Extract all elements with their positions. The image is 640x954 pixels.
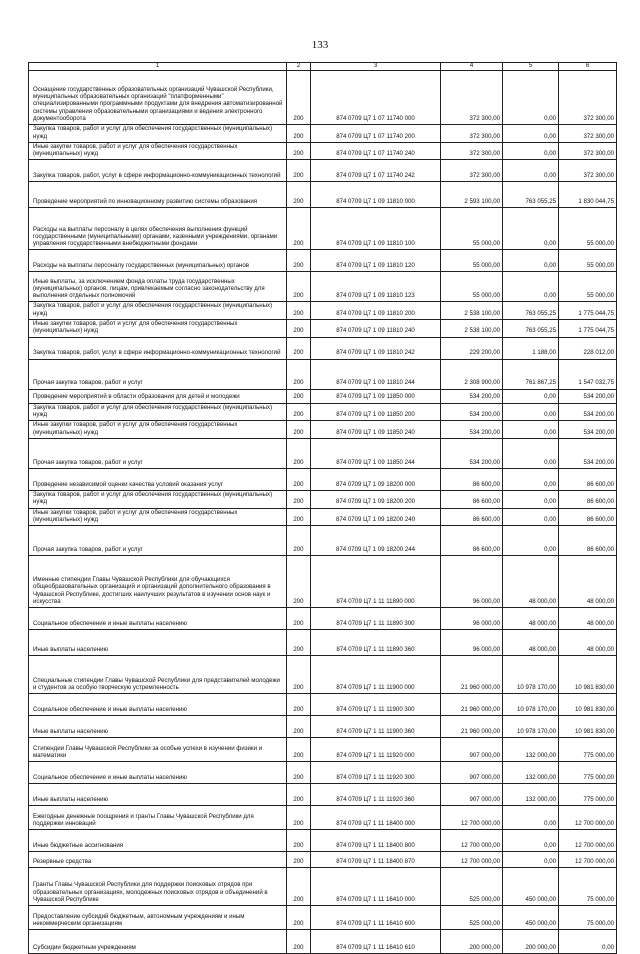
row-classification-cell: 874 0709 Ц7 1 09 18200 244 (311, 526, 441, 556)
row-amount-cell: 86 600,00 (441, 490, 503, 508)
table-row (29, 526, 617, 556)
row-remaining-cell: 48 000,00 (559, 556, 617, 608)
row-amount-cell: 86 600,00 (441, 508, 503, 526)
table-row (29, 403, 617, 421)
row-remaining-cell: 534 200,00 (559, 421, 617, 439)
row-code-cell: 200 (287, 337, 311, 359)
row-code-cell: 200 (287, 250, 311, 272)
row-remaining-cell: 534 200,00 (559, 403, 617, 421)
row-executed-cell: 763 055,25 (503, 182, 559, 208)
row-name-cell: Иные бюджетные ассигнования (29, 830, 287, 852)
row-name-cell: Резервные средства (29, 852, 287, 868)
row-name-cell: Иные закупки товаров, работ и услуг для обеспечения государственных (муниципальных) нужд (29, 421, 287, 439)
row-amount-cell: 534 200,00 (441, 438, 503, 468)
row-code-cell: 200 (287, 421, 311, 439)
row-executed-cell: 763 055,25 (503, 302, 559, 320)
row-code-cell: 200 (287, 806, 311, 830)
row-name-cell: Именные стипендии Главы Чувашской Республики для обучающихся общеобразовательных организаций и организаций дополнительного образования в Чувашской Республике, достигших наилучших результатов в изучении основ наук и искусства (29, 556, 287, 608)
row-classification-cell: 874 0709 Ц7 1 11 18400 870 (311, 852, 441, 868)
row-executed-cell: 48 000,00 (503, 608, 559, 630)
row-name-cell: Ежегодные денежные поощрения и гранты Главы Чувашской Республики для поддержки инноваций (29, 806, 287, 830)
row-amount-cell: 200 000,00 (441, 930, 503, 954)
row-executed-cell: 0,00 (503, 142, 559, 160)
row-name-cell: Прочая закупка товаров, работ и услуг (29, 359, 287, 389)
table-row (29, 656, 617, 694)
row-amount-cell: 21 960 000,00 (441, 716, 503, 738)
row-name-cell: Иные закупки товаров, работ и услуг для обеспечения государственных (муниципальных) нужд (29, 320, 287, 338)
table-row (29, 762, 617, 784)
row-name-cell: Иные закупки товаров, работ и услуг для обеспечения государственных (муниципальных) нужд (29, 142, 287, 160)
header-col-4: 4 (441, 63, 503, 71)
budget-table (28, 62, 617, 954)
row-executed-cell: 10 978 170,00 (503, 694, 559, 716)
table-row (29, 608, 617, 630)
row-remaining-cell: 10 981 830,00 (559, 694, 617, 716)
header-row (29, 63, 617, 71)
table-row (29, 716, 617, 738)
row-amount-cell: 55 000,00 (441, 250, 503, 272)
row-remaining-cell: 228 012,00 (559, 337, 617, 359)
row-name-cell: Проведение мероприятий в области образования для детей и молодежи (29, 389, 287, 403)
row-executed-cell: 0,00 (503, 830, 559, 852)
row-name-cell: Проведение мероприятий по инновационному развитию системы образования (29, 182, 287, 208)
row-code-cell: 200 (287, 930, 311, 954)
row-remaining-cell: 86 600,00 (559, 468, 617, 490)
row-classification-cell: 874 0709 Ц7 1 11 11920 000 (311, 738, 441, 762)
row-executed-cell: 0,00 (503, 403, 559, 421)
row-classification-cell: 874 0709 Ц7 1 07 11740 000 (311, 71, 441, 125)
row-executed-cell: 1 188,00 (503, 337, 559, 359)
row-amount-cell: 525 000,00 (441, 906, 503, 930)
row-amount-cell: 2 308 900,00 (441, 359, 503, 389)
row-amount-cell: 2 538 100,00 (441, 302, 503, 320)
row-classification-cell: 874 0709 Ц7 1 11 11900 300 (311, 694, 441, 716)
table-row (29, 556, 617, 608)
header-col-6: 6 (559, 63, 617, 71)
row-code-cell: 200 (287, 608, 311, 630)
row-executed-cell: 0,00 (503, 526, 559, 556)
table-row (29, 806, 617, 830)
row-code-cell: 200 (287, 784, 311, 806)
row-amount-cell: 372 300,00 (441, 125, 503, 143)
row-code-cell: 200 (287, 208, 311, 250)
row-executed-cell: 0,00 (503, 508, 559, 526)
row-classification-cell: 874 0709 Ц7 1 11 16410 000 (311, 868, 441, 906)
row-amount-cell: 229 200,00 (441, 337, 503, 359)
row-amount-cell: 534 200,00 (441, 389, 503, 403)
row-remaining-cell: 86 600,00 (559, 508, 617, 526)
row-executed-cell: 450 000,00 (503, 868, 559, 906)
row-executed-cell: 10 978 170,00 (503, 716, 559, 738)
row-amount-cell: 372 300,00 (441, 160, 503, 182)
row-classification-cell: 874 0709 Ц7 1 09 18200 240 (311, 508, 441, 526)
row-remaining-cell: 55 000,00 (559, 208, 617, 250)
header-col-5: 5 (503, 63, 559, 71)
table-row (29, 830, 617, 852)
row-amount-cell: 12 700 000,00 (441, 852, 503, 868)
table-row (29, 930, 617, 954)
row-remaining-cell: 534 200,00 (559, 389, 617, 403)
table-row (29, 906, 617, 930)
row-code-cell: 200 (287, 868, 311, 906)
table-row (29, 160, 617, 182)
table-row (29, 738, 617, 762)
row-classification-cell: 874 0709 Ц7 1 09 11810 240 (311, 320, 441, 338)
header-col-1: 1 (29, 63, 287, 71)
header-col-2: 2 (287, 63, 311, 71)
row-code-cell: 200 (287, 526, 311, 556)
row-remaining-cell: 48 000,00 (559, 630, 617, 656)
row-amount-cell: 525 000,00 (441, 868, 503, 906)
row-name-cell: Субсидии бюджетным учреждениям (29, 930, 287, 954)
row-executed-cell: 48 000,00 (503, 556, 559, 608)
row-amount-cell: 907 000,00 (441, 784, 503, 806)
row-code-cell: 200 (287, 852, 311, 868)
row-executed-cell: 132 000,00 (503, 762, 559, 784)
row-amount-cell: 96 000,00 (441, 630, 503, 656)
row-classification-cell: 874 0709 Ц7 1 09 11810 100 (311, 208, 441, 250)
table-row (29, 508, 617, 526)
row-classification-cell: 874 0709 Ц7 1 09 11810 120 (311, 250, 441, 272)
row-remaining-cell: 48 000,00 (559, 608, 617, 630)
row-executed-cell: 200 000,00 (503, 930, 559, 954)
table-row (29, 208, 617, 250)
row-classification-cell: 874 0709 Ц7 1 11 11900 000 (311, 656, 441, 694)
row-code-cell: 200 (287, 359, 311, 389)
table-row (29, 868, 617, 906)
row-classification-cell: 874 0709 Ц7 1 11 16410 610 (311, 930, 441, 954)
row-executed-cell: 0,00 (503, 438, 559, 468)
row-code-cell: 200 (287, 71, 311, 125)
row-remaining-cell: 372 300,00 (559, 125, 617, 143)
table-row (29, 438, 617, 468)
row-executed-cell: 132 000,00 (503, 738, 559, 762)
row-classification-cell: 874 0709 Ц7 1 11 11890 360 (311, 630, 441, 656)
row-code-cell: 200 (287, 403, 311, 421)
row-remaining-cell: 75 000,00 (559, 868, 617, 906)
row-remaining-cell: 1 830 044,75 (559, 182, 617, 208)
row-classification-cell: 874 0709 Ц7 1 07 11740 242 (311, 160, 441, 182)
row-classification-cell: 874 0709 Ц7 1 09 11850 200 (311, 403, 441, 421)
row-classification-cell: 874 0709 Ц7 1 11 11900 360 (311, 716, 441, 738)
row-code-cell: 200 (287, 630, 311, 656)
row-code-cell: 200 (287, 320, 311, 338)
row-executed-cell: 0,00 (503, 250, 559, 272)
table-row (29, 125, 617, 143)
row-executed-cell: 0,00 (503, 272, 559, 302)
table-row (29, 320, 617, 338)
row-executed-cell: 0,00 (503, 806, 559, 830)
row-executed-cell: 763 055,25 (503, 320, 559, 338)
row-code-cell: 200 (287, 389, 311, 403)
row-classification-cell: 874 0709 Ц7 1 09 11810 123 (311, 272, 441, 302)
row-executed-cell: 132 000,00 (503, 784, 559, 806)
row-classification-cell: 874 0709 Ц7 1 09 11810 200 (311, 302, 441, 320)
row-amount-cell: 86 600,00 (441, 468, 503, 490)
table-row (29, 359, 617, 389)
table-row (29, 302, 617, 320)
table-row (29, 490, 617, 508)
row-amount-cell: 55 000,00 (441, 272, 503, 302)
row-classification-cell: 874 0709 Ц7 1 11 11890 000 (311, 556, 441, 608)
row-name-cell: Гранты Главы Чувашской Республики для поддержки поисковых отрядов при образовательных организациях, молодежных поисковых отрядов и объединений в Чувашской Республике (29, 868, 287, 906)
row-classification-cell: 874 0709 Ц7 1 09 11850 000 (311, 389, 441, 403)
row-code-cell: 200 (287, 182, 311, 208)
row-classification-cell: 874 0709 Ц7 1 09 11810 244 (311, 359, 441, 389)
row-code-cell: 200 (287, 906, 311, 930)
row-remaining-cell: 372 300,00 (559, 71, 617, 125)
row-classification-cell: 874 0709 Ц7 1 09 11850 244 (311, 438, 441, 468)
row-executed-cell: 0,00 (503, 208, 559, 250)
row-executed-cell: 48 000,00 (503, 630, 559, 656)
row-name-cell: Расходы на выплаты персоналу государственных (муниципальных) органов (29, 250, 287, 272)
row-name-cell: Социальное обеспечение и иные выплаты населению (29, 608, 287, 630)
row-remaining-cell: 10 981 830,00 (559, 716, 617, 738)
row-classification-cell: 874 0709 Ц7 1 09 11810 000 (311, 182, 441, 208)
row-amount-cell: 21 960 000,00 (441, 694, 503, 716)
row-code-cell: 200 (287, 490, 311, 508)
row-remaining-cell: 1 775 044,75 (559, 320, 617, 338)
row-remaining-cell: 372 300,00 (559, 142, 617, 160)
row-name-cell: Иные закупки товаров, работ и услуг для обеспечения государственных (муниципальных) нужд (29, 508, 287, 526)
table-row (29, 272, 617, 302)
row-code-cell: 200 (287, 468, 311, 490)
row-remaining-cell: 86 600,00 (559, 490, 617, 508)
row-name-cell: Закупка товаров, работ и услуг для обеспечения государственных (муниципальных) нужд (29, 302, 287, 320)
row-amount-cell: 55 000,00 (441, 208, 503, 250)
row-name-cell: Предоставление субсидий бюджетным, автономным учреждениям и иным некоммерческим организациям (29, 906, 287, 930)
row-name-cell: Иные выплаты населению (29, 784, 287, 806)
row-name-cell: Иные выплаты населению (29, 716, 287, 738)
row-classification-cell: 874 0709 Ц7 1 09 11810 242 (311, 337, 441, 359)
row-remaining-cell: 775 000,00 (559, 784, 617, 806)
row-amount-cell: 12 700 000,00 (441, 806, 503, 830)
page-number: 133 (311, 39, 329, 51)
row-code-cell: 200 (287, 302, 311, 320)
row-code-cell: 200 (287, 508, 311, 526)
row-executed-cell: 761 867,25 (503, 359, 559, 389)
row-amount-cell: 96 000,00 (441, 556, 503, 608)
row-executed-cell: 0,00 (503, 490, 559, 508)
row-executed-cell: 450 000,00 (503, 906, 559, 930)
table-row (29, 630, 617, 656)
row-code-cell: 200 (287, 438, 311, 468)
table-row (29, 250, 617, 272)
row-name-cell: Иные выплаты, за исключением фонда оплаты труда государственных (муниципальных) органов, лицам, привлекаемым согласно законодательству для выполнения отдельных полномочий (29, 272, 287, 302)
row-name-cell: Закупка товаров, работ, услуг в сфере информационно-коммуникационных технологий (29, 160, 287, 182)
row-remaining-cell: 12 700 000,00 (559, 806, 617, 830)
header-col-3: 3 (311, 63, 441, 71)
table-row (29, 337, 617, 359)
row-classification-cell: 874 0709 Ц7 1 09 11850 240 (311, 421, 441, 439)
row-name-cell: Прочая закупка товаров, работ и услуг (29, 526, 287, 556)
row-code-cell: 200 (287, 142, 311, 160)
row-name-cell: Закупка товаров, работ и услуг для обеспечения государственных (муниципальных) нужд (29, 490, 287, 508)
row-remaining-cell: 75 000,00 (559, 906, 617, 930)
row-amount-cell: 2 538 100,00 (441, 320, 503, 338)
row-code-cell: 200 (287, 656, 311, 694)
row-amount-cell: 86 600,00 (441, 526, 503, 556)
table-row (29, 852, 617, 868)
row-executed-cell: 0,00 (503, 852, 559, 868)
row-code-cell: 200 (287, 716, 311, 738)
row-amount-cell: 21 960 000,00 (441, 656, 503, 694)
row-classification-cell: 874 0709 Ц7 1 09 18200 000 (311, 468, 441, 490)
row-amount-cell: 12 700 000,00 (441, 830, 503, 852)
row-code-cell: 200 (287, 272, 311, 302)
row-classification-cell: 874 0709 Ц7 1 11 11890 300 (311, 608, 441, 630)
row-name-cell: Прочая закупка товаров, работ и услуг (29, 438, 287, 468)
row-code-cell: 200 (287, 830, 311, 852)
row-name-cell: Проведение независимой оценки качества условий оказания услуг (29, 468, 287, 490)
row-remaining-cell: 775 000,00 (559, 738, 617, 762)
row-name-cell: Закупка товаров, работ, услуг в сфере информационно-коммуникационных технологий (29, 337, 287, 359)
row-classification-cell: 874 0709 Ц7 1 11 16410 600 (311, 906, 441, 930)
row-classification-cell: 874 0709 Ц7 1 11 11920 300 (311, 762, 441, 784)
row-executed-cell: 0,00 (503, 71, 559, 125)
row-remaining-cell: 55 000,00 (559, 272, 617, 302)
row-executed-cell: 0,00 (503, 160, 559, 182)
row-remaining-cell: 1 547 032,75 (559, 359, 617, 389)
row-remaining-cell: 86 600,00 (559, 526, 617, 556)
row-remaining-cell: 12 700 000,00 (559, 852, 617, 868)
table-row (29, 71, 617, 125)
row-remaining-cell: 775 000,00 (559, 762, 617, 784)
row-code-cell: 200 (287, 125, 311, 143)
row-classification-cell: 874 0709 Ц7 1 11 18400 000 (311, 806, 441, 830)
row-executed-cell: 0,00 (503, 389, 559, 403)
row-name-cell: Социальное обеспечение и иные выплаты населению (29, 694, 287, 716)
row-amount-cell: 2 593 100,00 (441, 182, 503, 208)
row-amount-cell: 96 000,00 (441, 608, 503, 630)
table-row (29, 421, 617, 439)
row-remaining-cell: 10 981 830,00 (559, 656, 617, 694)
row-code-cell: 200 (287, 556, 311, 608)
row-executed-cell: 10 978 170,00 (503, 656, 559, 694)
row-remaining-cell: 534 200,00 (559, 438, 617, 468)
row-remaining-cell: 55 000,00 (559, 250, 617, 272)
row-classification-cell: 874 0709 Ц7 1 09 18200 200 (311, 490, 441, 508)
table-row (29, 784, 617, 806)
row-name-cell: Расходы на выплаты персоналу в целях обеспечения выполнения функций государственными (муниципальными) органами, казенными учреждениями, органами управления государственными внебюджетными фондами (29, 208, 287, 250)
row-remaining-cell: 1 775 044,75 (559, 302, 617, 320)
row-code-cell: 200 (287, 738, 311, 762)
row-name-cell: Оснащение государственных образовательных организаций Чувашской Республики, муниципальных образовательных организаций "платформенными" специализированными программными продуктами для внедрения автоматизированной системы управления образовательными организациями и ведения электронного документооборота (29, 71, 287, 125)
table-row (29, 389, 617, 403)
row-classification-cell: 874 0709 Ц7 1 11 18400 800 (311, 830, 441, 852)
row-name-cell: Закупка товаров, работ и услуг для обеспечения государственных (муниципальных) нужд (29, 403, 287, 421)
row-amount-cell: 907 000,00 (441, 762, 503, 784)
row-code-cell: 200 (287, 694, 311, 716)
row-classification-cell: 874 0709 Ц7 1 11 11920 360 (311, 784, 441, 806)
row-executed-cell: 0,00 (503, 421, 559, 439)
row-executed-cell: 0,00 (503, 125, 559, 143)
row-amount-cell: 372 300,00 (441, 71, 503, 125)
row-code-cell: 200 (287, 160, 311, 182)
table-row (29, 142, 617, 160)
row-name-cell: Стипендии Главы Чувашской Республики за особые успехи в изучении физики и математики (29, 738, 287, 762)
table-row (29, 694, 617, 716)
row-code-cell: 200 (287, 762, 311, 784)
row-classification-cell: 874 0709 Ц7 1 07 11740 240 (311, 142, 441, 160)
row-amount-cell: 534 200,00 (441, 421, 503, 439)
row-amount-cell: 534 200,00 (441, 403, 503, 421)
row-remaining-cell: 372 300,00 (559, 160, 617, 182)
table-row (29, 468, 617, 490)
row-name-cell: Иные выплаты населению (29, 630, 287, 656)
table-row (29, 182, 617, 208)
row-amount-cell: 372 300,00 (441, 142, 503, 160)
row-name-cell: Социальное обеспечение и иные выплаты населению (29, 762, 287, 784)
row-executed-cell: 0,00 (503, 468, 559, 490)
row-remaining-cell: 0,00 (559, 930, 617, 954)
row-classification-cell: 874 0709 Ц7 1 07 11740 200 (311, 125, 441, 143)
row-remaining-cell: 12 700 000,00 (559, 830, 617, 852)
row-amount-cell: 907 000,00 (441, 738, 503, 762)
row-name-cell: Специальные стипендии Главы Чувашской Республики для представителей молодежи и студентов за особую творческую устремленность (29, 656, 287, 694)
row-name-cell: Закупка товаров, работ и услуг для обеспечения государственных (муниципальных) нужд (29, 125, 287, 143)
